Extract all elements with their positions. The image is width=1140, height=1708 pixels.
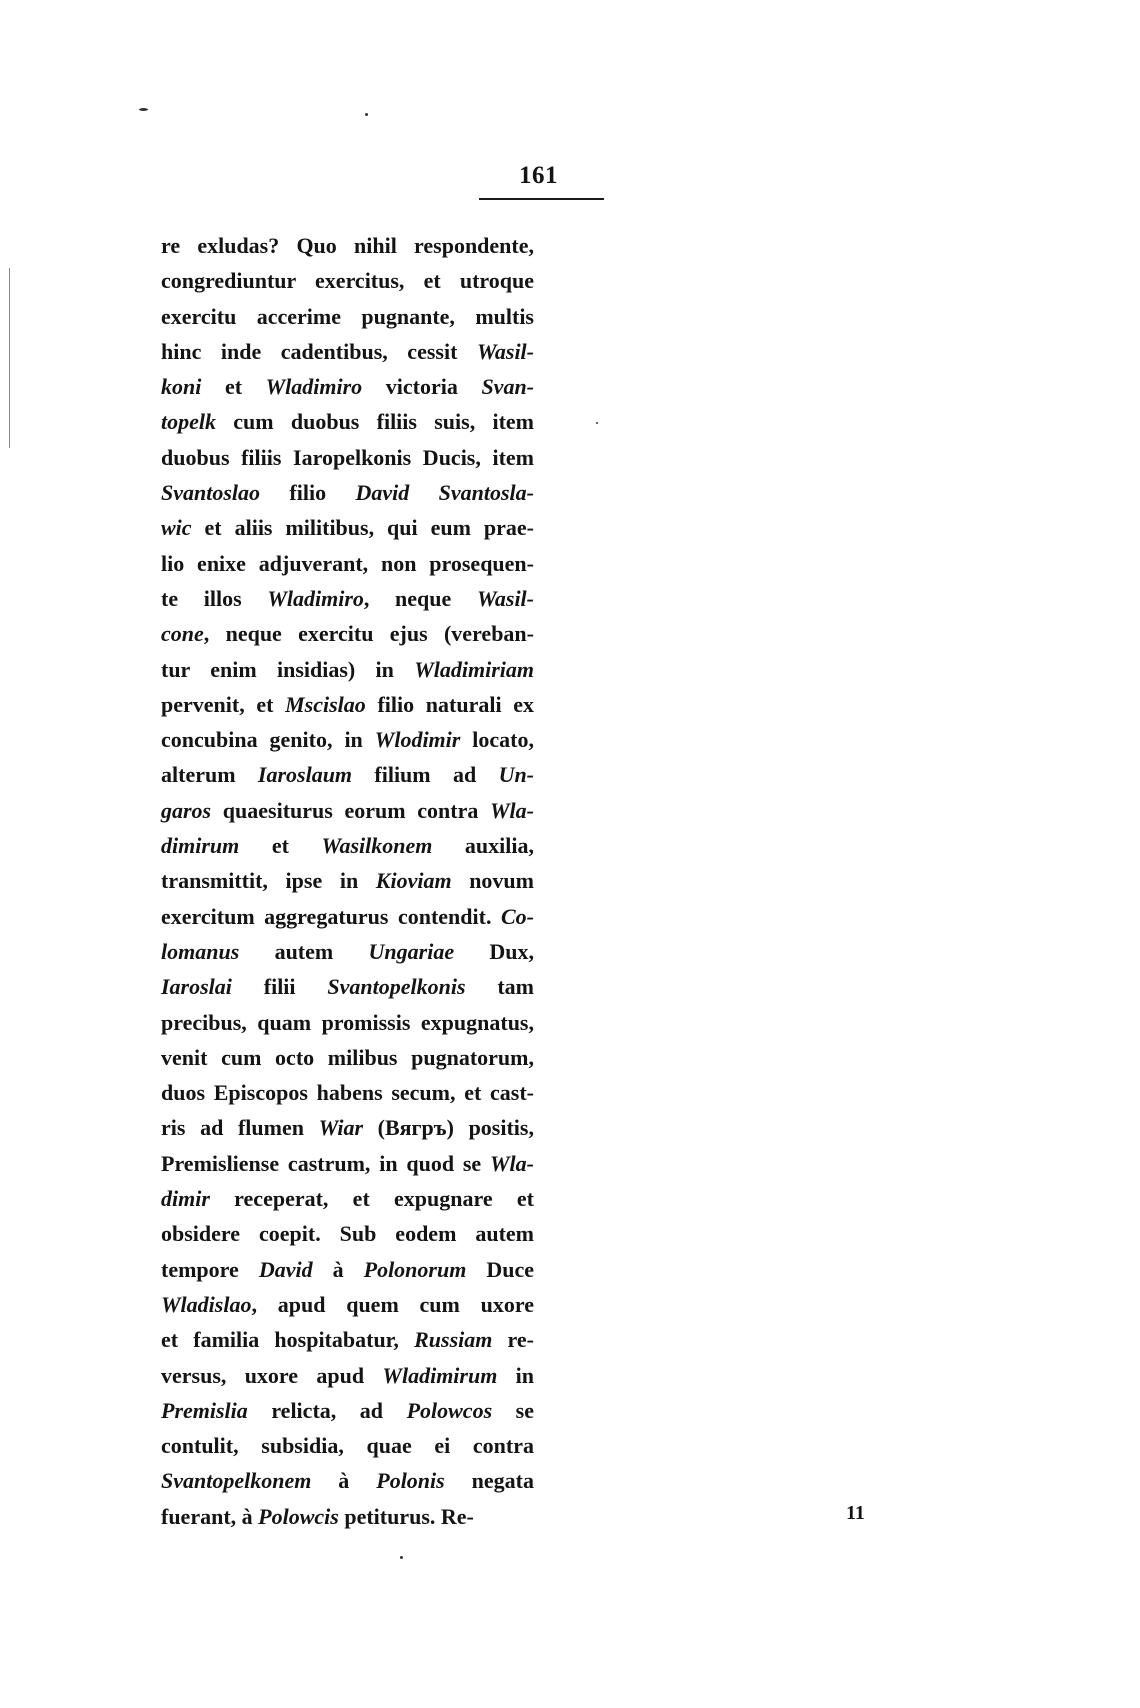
italic-name: Wla- xyxy=(490,797,534,823)
text-line xyxy=(161,1040,534,1075)
text-line xyxy=(161,440,534,475)
text-segment: petiturus. Re- xyxy=(338,1503,474,1529)
italic-name: David xyxy=(258,1256,313,1282)
text-segment: se xyxy=(492,1397,535,1423)
text-segment: negata xyxy=(444,1468,534,1494)
text-line xyxy=(161,1110,534,1145)
italic-name: topelk xyxy=(161,409,216,435)
italic-name: cone xyxy=(161,621,204,647)
text-line xyxy=(161,1075,534,1110)
scan-speck xyxy=(365,113,368,116)
text-line xyxy=(161,1216,534,1251)
text-segment: re exludas? Quo nihil respondente, xyxy=(161,233,534,258)
text-line xyxy=(161,334,534,369)
text-line xyxy=(161,969,534,1004)
text-line xyxy=(161,228,534,263)
text-line xyxy=(161,899,534,934)
italic-name: dimir xyxy=(161,1186,210,1212)
text-line xyxy=(161,934,534,969)
text-segment: contulit, subsidia, quae ei contra xyxy=(161,1433,534,1459)
italic-name: Svantopelkonem xyxy=(161,1468,312,1494)
text-segment: filio naturali ex xyxy=(365,691,535,717)
italic-name: Mscislao xyxy=(285,691,366,717)
italic-name: lomanus xyxy=(161,938,240,964)
italic-name: Svantoslao xyxy=(161,480,261,506)
italic-name: Wladimirum xyxy=(382,1362,498,1388)
text-segment: relicta, ad xyxy=(247,1397,407,1423)
text-segment: receperat, et expugnare et xyxy=(209,1186,534,1212)
italic-name: Svantopelkonis xyxy=(327,974,466,1000)
text-segment: concubina genito, in xyxy=(161,727,375,753)
text-segment: duobus filiis Iaropelkonis Ducis, item xyxy=(161,444,534,470)
text-segment: auxilia, xyxy=(432,833,534,859)
text-segment: tur enim insidias) in xyxy=(161,656,415,682)
italic-name: Iaroslaum xyxy=(257,762,353,788)
text-line xyxy=(161,757,534,792)
text-segment: tempore xyxy=(161,1256,259,1282)
text-line xyxy=(161,616,534,651)
italic-name: Wladislao xyxy=(161,1291,252,1317)
text-segment: tam xyxy=(465,974,535,1000)
italic-name: Iaroslai xyxy=(161,974,232,1000)
text-segment: à xyxy=(311,1468,377,1494)
scan-edge-mark xyxy=(9,268,10,448)
text-line xyxy=(161,369,534,404)
text-segment: et xyxy=(239,833,322,859)
text-segment: exercitu accerime pugnante, multis xyxy=(161,303,534,329)
text-segment: quaesiturus eorum contra xyxy=(211,797,490,823)
text-segment: , apud quem cum uxore xyxy=(251,1291,534,1317)
text-segment: te illos xyxy=(161,585,268,611)
text-line xyxy=(161,687,534,722)
text-segment: , neque xyxy=(363,585,477,611)
text-segment: transmittit, ipse in xyxy=(161,868,376,894)
italic-name: David Svantosla- xyxy=(355,480,534,506)
italic-name: Co- xyxy=(501,903,534,929)
text-line xyxy=(161,1428,534,1463)
italic-name: Premislia xyxy=(161,1397,248,1423)
italic-name: Polowcis xyxy=(258,1503,339,1529)
text-line xyxy=(161,1146,534,1181)
text-line xyxy=(161,652,534,687)
italic-name: Ungariae xyxy=(368,938,455,964)
italic-name: Polonorum xyxy=(363,1256,467,1282)
italic-name: Wasilkonem xyxy=(321,833,433,859)
text-line xyxy=(161,722,534,757)
italic-name: koni xyxy=(161,374,202,400)
text-segment: duos Episcopos habens secum, et cast- xyxy=(161,1080,534,1106)
italic-name: wic xyxy=(161,515,192,541)
text-line xyxy=(161,828,534,863)
italic-name: Wiar xyxy=(318,1115,364,1141)
text-segment: à xyxy=(312,1256,364,1282)
text-line xyxy=(161,1005,534,1040)
text-segment: cum duobus filiis suis, item xyxy=(216,409,534,435)
text-segment: re- xyxy=(492,1327,535,1353)
italic-name: Kioviam xyxy=(375,868,452,894)
italic-name: Wladimiriam xyxy=(414,656,534,682)
text-segment: Dux, xyxy=(454,938,534,964)
text-line xyxy=(161,863,534,898)
text-segment: locato, xyxy=(460,727,535,753)
text-line xyxy=(161,581,534,616)
text-segment: et aliis militibus, qui eum prae- xyxy=(191,515,534,541)
text-segment: obsidere coepit. Sub eodem autem xyxy=(161,1221,534,1247)
header-rule xyxy=(479,198,604,200)
text-segment: lio enixe adjuverant, non prosequen- xyxy=(161,550,534,576)
body-text xyxy=(161,228,534,1534)
scan-speck xyxy=(139,108,148,111)
italic-name: Polowcos xyxy=(406,1397,493,1423)
text-segment: venit cum octo milibus pugnatorum, xyxy=(161,1044,534,1070)
italic-name: Polonis xyxy=(376,1468,445,1494)
text-segment: exercitum aggregaturus contendit. xyxy=(161,903,501,929)
italic-name: Un- xyxy=(498,762,535,788)
italic-name: Wasil- xyxy=(476,585,534,611)
text-segment: victoria xyxy=(362,374,482,400)
text-line xyxy=(161,1358,534,1393)
italic-name: Russiam xyxy=(414,1327,493,1353)
text-segment: Premisliense castrum, in quod se xyxy=(161,1150,490,1176)
text-segment: autem xyxy=(239,938,369,964)
text-segment: congrediuntur exercitus, et utroque xyxy=(161,268,534,294)
text-line xyxy=(161,1252,534,1287)
scan-speck xyxy=(400,1556,403,1559)
text-segment: (Вягръ) positis, xyxy=(363,1115,534,1141)
text-segment: alterum xyxy=(161,762,258,788)
text-segment: ris ad flumen xyxy=(161,1115,319,1141)
text-segment: precibus, quam promissis expugnatus, xyxy=(161,1009,534,1035)
text-segment: Duce xyxy=(466,1256,534,1282)
italic-name: garos xyxy=(161,797,212,823)
italic-name: Svan- xyxy=(481,374,534,400)
text-line xyxy=(161,793,534,828)
text-line xyxy=(161,1463,534,1498)
text-segment: pervenit, et xyxy=(161,691,286,717)
text-segment: et familia hospitabatur, xyxy=(161,1327,415,1353)
text-segment: filii xyxy=(231,974,328,1000)
text-line xyxy=(161,299,534,334)
text-line xyxy=(161,263,534,298)
scan-speck xyxy=(596,422,598,424)
text-line xyxy=(161,1287,534,1322)
italic-name: Wladimiro xyxy=(265,374,363,400)
page-number: 161 xyxy=(519,162,558,189)
italic-name: dimirum xyxy=(161,833,240,859)
italic-name: Wlodimir xyxy=(374,727,461,753)
text-segment: hinc inde cadentibus, cessit xyxy=(161,338,477,364)
text-segment: et xyxy=(201,374,266,400)
text-segment: in xyxy=(497,1362,534,1388)
text-segment: fuerant, à xyxy=(161,1503,259,1529)
text-segment: novum xyxy=(451,868,534,894)
text-segment: versus, uxore apud xyxy=(161,1362,383,1388)
italic-name: Wladimiro xyxy=(267,585,364,611)
text-line xyxy=(161,475,534,510)
italic-name: Wasil- xyxy=(476,338,534,364)
signature-mark: 11 xyxy=(846,1502,865,1524)
text-line xyxy=(161,1393,534,1428)
text-line xyxy=(161,1322,534,1357)
text-line xyxy=(161,1181,534,1216)
text-segment: , neque exercitu ejus (vereban- xyxy=(203,621,534,647)
text-line xyxy=(161,546,534,581)
text-segment: filio xyxy=(260,480,356,506)
italic-name: Wla- xyxy=(490,1150,534,1176)
text-line xyxy=(161,510,534,545)
text-line xyxy=(161,404,534,439)
text-line xyxy=(161,1499,534,1534)
text-segment: filium ad xyxy=(352,762,499,788)
